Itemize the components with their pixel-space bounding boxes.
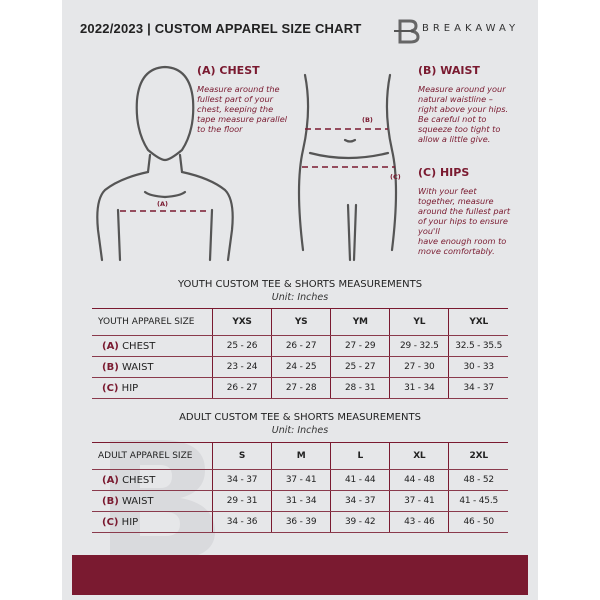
youth-section-title: YOUTH CUSTOM TEE & SHORTS MEASUREMENTS <box>177 279 423 290</box>
measurement-code: (B) <box>102 495 119 507</box>
brand-name: BREAKAWAY <box>422 23 520 34</box>
chest-marker: (A) <box>157 200 168 208</box>
measurement-value: 30 - 33 <box>449 357 508 378</box>
measurement-value: 34 - 37 <box>331 491 390 512</box>
measurement-label <box>92 378 213 399</box>
measurement-value: 41 - 44 <box>331 470 390 491</box>
footer-band <box>72 555 528 595</box>
waist-instructions: Measure around your natural waistline – right above your hips. Be careful not to squeeze too tight to allow a little give. <box>418 84 509 144</box>
measurement-label <box>92 491 213 512</box>
table-row <box>92 470 508 491</box>
hips-marker: (C) <box>390 173 401 181</box>
measurement-value: 36 - 39 <box>272 512 331 533</box>
measurement-code: (A) <box>102 340 119 352</box>
size-label-header: ADULT APPAREL SIZE <box>92 443 213 470</box>
hips-heading: (C) HIPS <box>418 166 470 179</box>
youth-unit: Unit: Inches <box>271 292 329 303</box>
measurement-value: 37 - 41 <box>390 491 449 512</box>
waist-marker: (B) <box>362 116 373 124</box>
adult-section-title: ADULT CUSTOM TEE & SHORTS MEASUREMENTS <box>179 412 421 423</box>
youth-size-table <box>92 308 508 399</box>
measurement-name: CHEST <box>122 474 156 486</box>
size-column-header: 2XL <box>449 443 508 470</box>
measurement-value: 27 - 30 <box>390 357 449 378</box>
measurement-name: WAIST <box>121 495 154 507</box>
measurement-value: 31 - 34 <box>390 378 449 399</box>
table-row <box>92 512 508 533</box>
page-title: 2022/2023 | CUSTOM APPAREL SIZE CHART <box>80 21 362 36</box>
measurement-code: (B) <box>102 361 119 373</box>
measurement-value: 26 - 27 <box>272 336 331 357</box>
adult-size-table <box>92 442 508 533</box>
size-column-header: YS <box>272 309 331 336</box>
measurement-value: 27 - 28 <box>272 378 331 399</box>
measurement-value: 37 - 41 <box>272 470 331 491</box>
size-column-header: L <box>331 443 390 470</box>
measurement-value: 44 - 48 <box>390 470 449 491</box>
waist-heading: (B) WAIST <box>418 64 480 77</box>
measurement-code: (A) <box>102 474 119 486</box>
table-row <box>92 491 508 512</box>
measurement-value: 23 - 24 <box>213 357 272 378</box>
table-row <box>92 378 508 399</box>
measurement-label <box>92 357 213 378</box>
measurement-value: 25 - 27 <box>331 357 390 378</box>
size-column-header: YXS <box>213 309 272 336</box>
table-header-row <box>92 443 508 470</box>
size-label-header: YOUTH APPAREL SIZE <box>92 309 213 336</box>
measurement-label <box>92 512 213 533</box>
size-column-header: S <box>213 443 272 470</box>
measurement-value: 41 - 45.5 <box>449 491 508 512</box>
measurement-value: 34 - 37 <box>449 378 508 399</box>
measurement-value: 28 - 31 <box>331 378 390 399</box>
measurement-value: 43 - 46 <box>390 512 449 533</box>
measurement-value: 24 - 25 <box>272 357 331 378</box>
table-header-row <box>92 309 508 336</box>
measurement-name: WAIST <box>121 361 154 373</box>
measurement-value: 48 - 52 <box>449 470 508 491</box>
size-column-header: YM <box>331 309 390 336</box>
size-column-header: YL <box>390 309 449 336</box>
measurement-name: CHEST <box>122 340 156 352</box>
measurement-value: 26 - 27 <box>213 378 272 399</box>
measurement-code: (C) <box>102 382 119 394</box>
size-column-header: YXL <box>449 309 508 336</box>
measurement-value: 25 - 26 <box>213 336 272 357</box>
measurement-label <box>92 470 213 491</box>
measurement-value: 46 - 50 <box>449 512 508 533</box>
measurement-value: 31 - 34 <box>272 491 331 512</box>
hips-instructions: With your feet together, measure around the fullest part of your hips to ensure you'll have enough room to move comfortably. <box>418 186 511 256</box>
size-column-header: XL <box>390 443 449 470</box>
adult-unit: Unit: Inches <box>271 425 329 436</box>
measurement-value: 27 - 29 <box>331 336 390 357</box>
measurement-name: HIP <box>121 382 139 394</box>
measurement-value: 34 - 37 <box>213 470 272 491</box>
table-row <box>92 336 508 357</box>
size-column-header: M <box>272 443 331 470</box>
measurement-value: 34 - 36 <box>213 512 272 533</box>
chest-instructions: Measure around the fullest part of your chest, keeping the tape measure parallel to the floor <box>197 84 288 134</box>
breakaway-logo-icon <box>392 18 420 44</box>
chest-heading: (A) CHEST <box>197 64 260 77</box>
measurement-value: 32.5 - 35.5 <box>449 336 508 357</box>
measurement-value: 29 - 31 <box>213 491 272 512</box>
measurement-name: HIP <box>121 516 139 528</box>
measurement-value: 29 - 32.5 <box>390 336 449 357</box>
measurement-code: (C) <box>102 516 119 528</box>
measurement-label <box>92 336 213 357</box>
measurement-value: 39 - 42 <box>331 512 390 533</box>
table-row <box>92 357 508 378</box>
